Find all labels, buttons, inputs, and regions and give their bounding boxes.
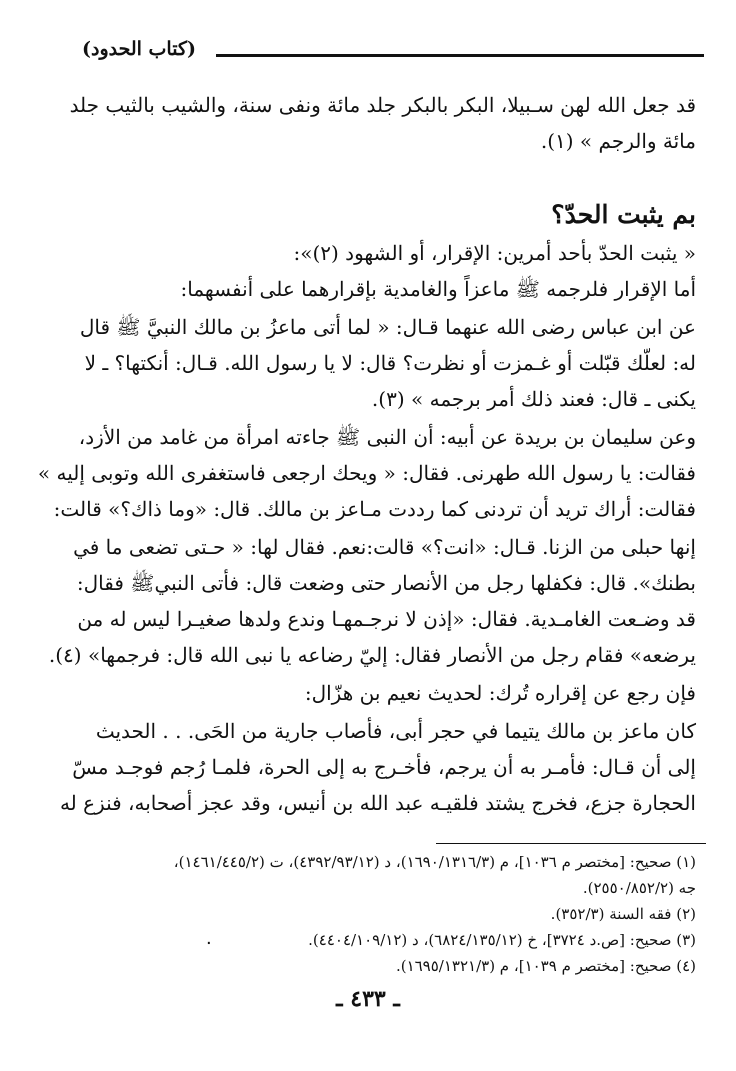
body-line: الحجارة جزع، فخرج يشتد فلقيـه عبد الله بن أنيس، وقد عجز أصحابه، فنزع له bbox=[59, 791, 696, 815]
body-line: أما الإقرار فلرجمه ﷺ ماعزاً والغامدية بإقرارهما على أنفسهما: bbox=[180, 277, 696, 301]
stray-mark: ٠ bbox=[204, 932, 214, 953]
body-line: فقالت: يا رسول الله طهرنى. فقال: « ويحك ارجعى فاستغفرى الله وتوبى إليه » bbox=[37, 461, 696, 485]
body-line: « يثبت الحدّ بأحد أمرين: الإقرار، أو الشهود (٢)»: bbox=[293, 241, 696, 265]
body-line: وعن سليمان بن بريدة عن أبيه: أن النبى ﷺ جاءته امرأة من غامد من الأزد، bbox=[78, 425, 696, 449]
body-line: عن ابن عباس رضى الله عنهما قـال: « لما أتى ماعزُ بن مالك النبيَّ ﷺ قال bbox=[79, 315, 696, 339]
body-line: يرضعه» فقام رجل من الأنصار فقال: إليّ رضاعه يا نبى الله قال: فرجمها» (٤). bbox=[48, 643, 696, 667]
section-heading: بم يثبت الحدّ؟ bbox=[551, 200, 696, 229]
body-line: فقالت: أراك تريد أن تردنى كما رددت مـاعز بن مالك. قال: «وما ذاك؟» قالت: bbox=[53, 497, 696, 521]
body-line: إنها حبلى من الزنا. قـال: «انت؟» قالت:نعم. فقال لها: « حـتى تضعى ما في bbox=[73, 535, 696, 559]
body-line: فإن رجع عن إقراره تُرك: لحديث نعيم بن هزّال: bbox=[304, 681, 696, 705]
footnote: (٣) صحيح: [ص.د ٣٧٢٤]، خ (٦٨٢٤/١٣٥/١٢)، د (٤٤٠٤/١٠٩/١٢). bbox=[308, 931, 696, 949]
body-line: مائة والرجم » (١). bbox=[540, 129, 696, 153]
footnote: (١) صحيح: [مختصر م ١٠٣٦]، م (١٦٩٠/١٣١٦/٣)، د (٤٣٩٢/٩٣/١٢)، ت (١٤٦١/٤٤٥/٢)، bbox=[173, 853, 696, 871]
footnote: جه (٢٥٥٠/٨٥٢/٢). bbox=[582, 879, 696, 897]
footnote-separator bbox=[436, 843, 706, 844]
footnote: (٢) فقه السنة (٣٥٢/٣). bbox=[550, 905, 696, 923]
header-rule bbox=[216, 54, 704, 57]
running-header-title: (كتاب الحدود) bbox=[82, 38, 196, 60]
body-line: إلى أن قـال: فأمـر به أن يرجم، فأخـرج به إلى الحرة، فلمـا رُجم فوجـد مسّ bbox=[72, 755, 696, 779]
body-line: قد جعل الله لهن سـبيلا، البكر بالبكر جلد مائة ونفى سنة، والشيب بالثيب جلد bbox=[69, 93, 696, 117]
page-number: ـ ٤٣٣ ـ bbox=[336, 986, 400, 1012]
body-line: له: لعلّك قبّلت أو غـمزت أو نظرت؟ قال: لا يا رسول الله. قـال: أنكتها؟ ـ لا bbox=[84, 351, 696, 375]
body-line: قد وضـعت الغامـدية. فقال: «إذن لا نرجـمهـا وندع ولدها صغيـرا ليس له من bbox=[77, 607, 696, 631]
footnote: (٤) صحيح: [مختصر م ١٠٣٩]، م (١٦٩٥/١٣٢١/٣). bbox=[395, 957, 696, 975]
body-line: كان ماعز بن مالك يتيما في حجر أبى، فأصاب جارية من الحَى. . . الحديث bbox=[95, 719, 696, 743]
body-line: بطنك». قال: فكفلها رجل من الأنصار حتى وضعت قال: فأتى النبيﷺ فقال: bbox=[76, 571, 696, 595]
body-line: يكنى ـ قال: فعند ذلك أمر برجمه » (٣). bbox=[371, 387, 696, 411]
